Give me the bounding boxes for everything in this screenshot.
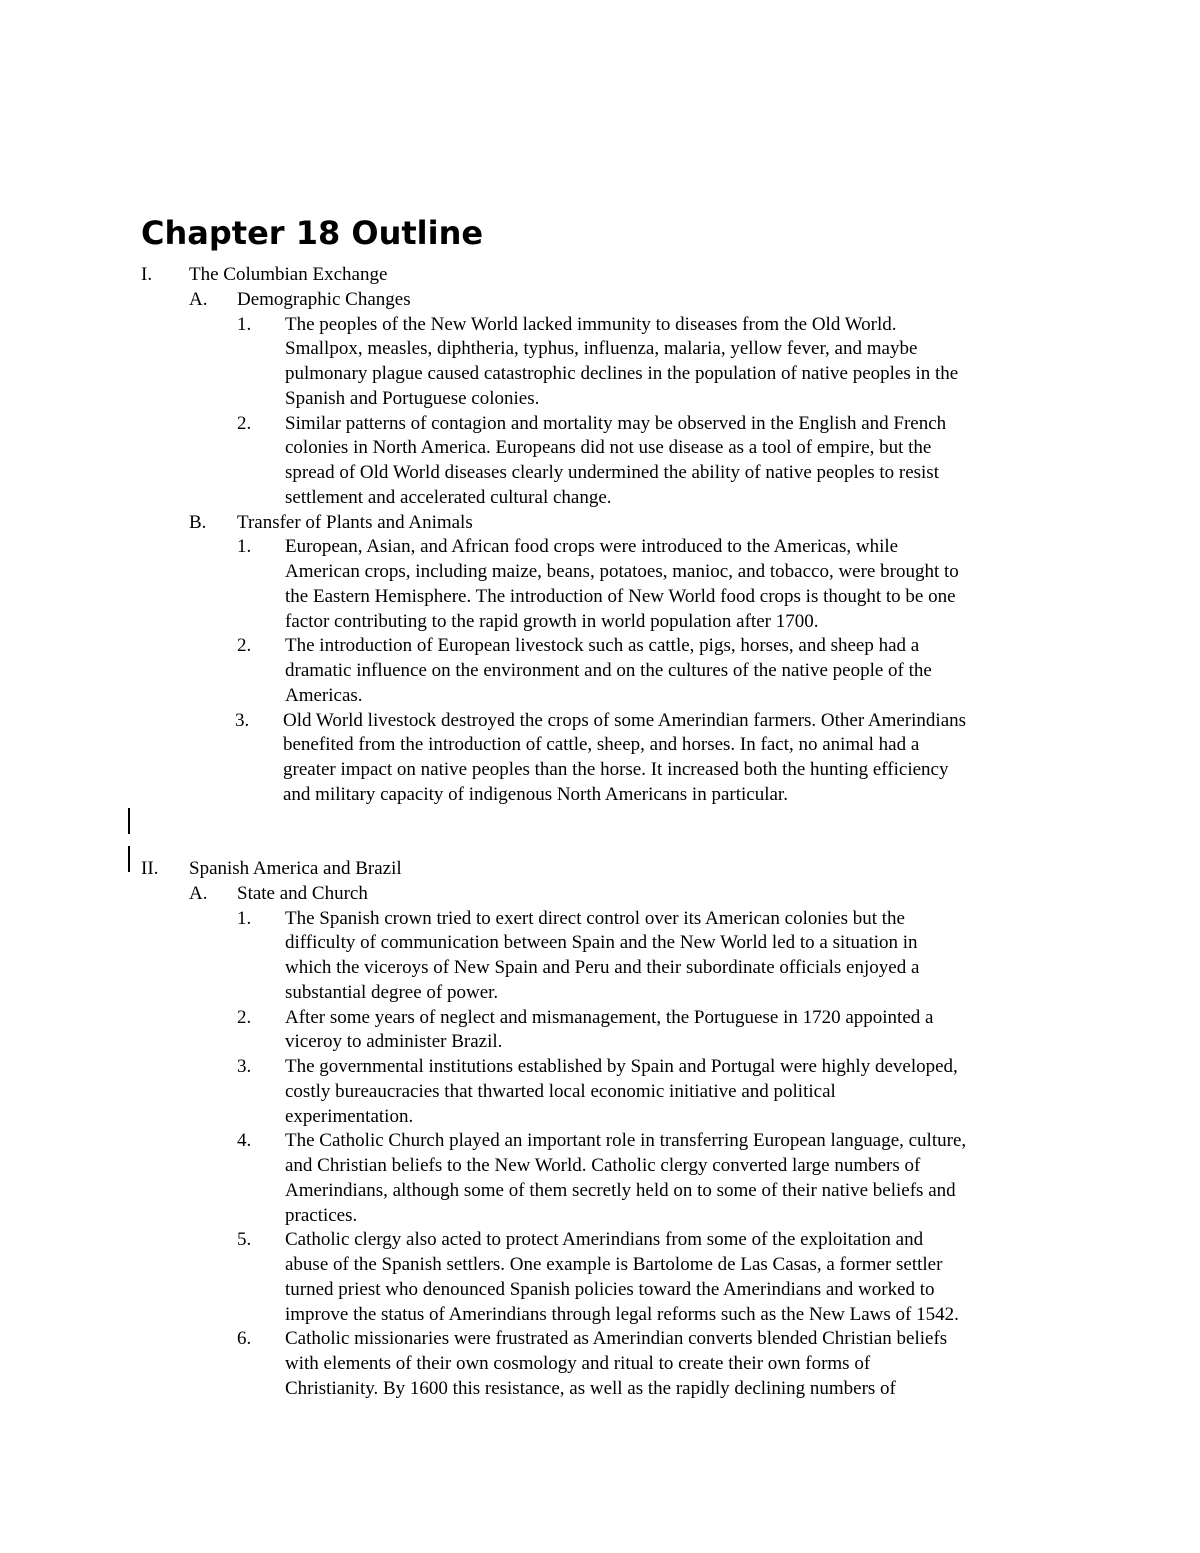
item-text <box>285 1228 1085 1327</box>
item-text <box>285 1006 1085 1056</box>
item-line: spread of Old World diseases clearly undermined the ability of native peoples to resist <box>285 462 939 483</box>
item-marker: 2. <box>237 635 252 657</box>
item-line: European, Asian, and African food crops were introduced to the Americas, while <box>285 536 899 558</box>
item-text <box>285 535 1085 634</box>
item-line: The Catholic Church played an important role in transferring European language, culture, <box>285 1130 967 1152</box>
outline-section <box>0 857 1200 882</box>
item-line: American crops, including maize, beans, potatoes, manioc, and tobacco, were brought to <box>285 561 959 582</box>
outline-subsection <box>0 882 1200 907</box>
item-line: After some years of neglect and mismanagement, the Portuguese in 1720 appointed a <box>285 1006 934 1028</box>
item-line: turned priest who denounced Spanish policies toward the Amerindians and worked to <box>285 1278 935 1300</box>
outline-item <box>0 634 1200 708</box>
item-line: experimentation. <box>285 1105 414 1127</box>
outline-item <box>0 313 1200 412</box>
outline <box>0 263 1200 1402</box>
item-line: and military capacity of indigenous North Americans in particular. <box>283 783 788 805</box>
item-line: Similar patterns of contagion and mortality may be observed in the English and French <box>285 412 947 434</box>
blank-paragraph <box>0 808 1200 858</box>
section-marker: II. <box>141 858 159 879</box>
item-line: which the viceroys of New Spain and Peru and their subordinate officials enjoyed a <box>285 957 920 978</box>
item-line: substantial degree of power. <box>285 981 499 1003</box>
item-marker: 6. <box>237 1328 252 1350</box>
item-marker: 1. <box>237 536 252 558</box>
item-marker: 1. <box>237 313 252 335</box>
item-marker: 3. <box>237 1056 252 1077</box>
item-line: The Spanish crown tried to exert direct control over its American colonies but the <box>285 907 905 929</box>
section-heading: The Columbian Exchange <box>189 264 388 285</box>
section-marker: I. <box>141 264 153 285</box>
outline-item <box>0 1055 1200 1129</box>
item-text <box>285 634 1085 708</box>
item-line: colonies in North America. Europeans did not use disease as a tool of empire, but the <box>285 437 932 459</box>
item-line: practices. <box>285 1204 358 1226</box>
outline-item <box>0 1129 1200 1228</box>
subsection-marker: A. <box>189 882 208 904</box>
item-marker: 2. <box>237 1006 252 1028</box>
item-line: and Christian beliefs to the New World. Catholic clergy converted large numbers of <box>285 1155 921 1176</box>
item-line: viceroy to administer Brazil. <box>285 1031 503 1053</box>
item-line: The peoples of the New World lacked immunity to diseases from the Old World. <box>285 313 897 335</box>
item-line: Spanish and Portuguese colonies. <box>285 387 540 409</box>
item-text <box>285 907 1085 1006</box>
item-line: factor contributing to the rapid growth in world population after 1700. <box>285 610 819 632</box>
item-line: difficulty of communication between Spain and the New World led to a situation in <box>285 932 918 954</box>
item-text <box>285 412 1085 511</box>
item-line: pulmonary plague caused catastrophic declines in the population of native peoples in the <box>285 363 959 384</box>
item-line: The governmental institutions established by Spain and Portugal were highly developed, <box>285 1056 958 1077</box>
item-text <box>283 709 1083 808</box>
item-text <box>285 1055 1085 1129</box>
item-line: improve the status of Amerindians through legal reforms such as the New Laws of 1542. <box>285 1303 959 1325</box>
item-line: The introduction of European livestock such as cattle, pigs, horses, and sheep had a <box>285 635 920 657</box>
outline-subsection <box>0 511 1200 536</box>
item-marker: 5. <box>237 1229 252 1251</box>
outline-item <box>0 412 1200 511</box>
subsection-heading: Transfer of Plants and Animals <box>237 511 473 533</box>
outline-item <box>0 709 1200 808</box>
item-line: greater impact on native peoples than the horse. It increased both the hunting efficiency <box>283 759 949 780</box>
item-line: Christianity. By 1600 this resistance, as well as the rapidly declining numbers of <box>285 1377 896 1399</box>
outline-subsection <box>0 288 1200 313</box>
subsection-heading: State and Church <box>237 882 368 904</box>
outline-item <box>0 1327 1200 1401</box>
item-marker: 1. <box>237 907 252 929</box>
item-line: Catholic missionaries were frustrated as Amerindian converts blended Christian beliefs <box>285 1328 948 1350</box>
outline-section <box>0 263 1200 288</box>
item-line: Catholic clergy also acted to protect Amerindians from some of the exploitation and <box>285 1229 924 1251</box>
item-line: dramatic influence on the environment and on the cultures of the native people of the <box>285 660 932 681</box>
item-line: Smallpox, measles, diphtheria, typhus, influenza, malaria, yellow fever, and maybe <box>285 338 918 360</box>
item-line: Amerindians, although some of them secretly held on to some of their native beliefs and <box>285 1179 956 1201</box>
item-line: benefited from the introduction of cattle, sheep, and horses. In fact, no animal had a <box>283 734 920 756</box>
subsection-marker: B. <box>189 511 207 533</box>
item-marker: 3. <box>235 709 250 731</box>
outline-item <box>0 535 1200 634</box>
item-line: abuse of the Spanish settlers. One example is Bartolome de Las Casas, a former settler <box>285 1254 943 1275</box>
outline-item <box>0 907 1200 1006</box>
item-line: Old World livestock destroyed the crops of some Amerindian farmers. Other Amerindians <box>283 709 967 731</box>
item-text <box>285 313 1085 412</box>
outline-item <box>0 1228 1200 1327</box>
item-line: Americas. <box>285 684 363 706</box>
item-marker: 2. <box>237 412 252 434</box>
item-text <box>285 1129 1085 1228</box>
subsection-heading: Demographic Changes <box>237 288 411 310</box>
subsection-marker: A. <box>189 288 208 310</box>
item-line: settlement and accelerated cultural change. <box>285 486 612 508</box>
outline-item <box>0 1006 1200 1056</box>
item-line: with elements of their own cosmology and ritual to create their own forms of <box>285 1353 871 1374</box>
page-title: Chapter 18 Outline <box>141 214 484 252</box>
item-line: the Eastern Hemisphere. The introduction of New World food crops is thought to be one <box>285 585 956 607</box>
section-heading: Spanish America and Brazil <box>189 858 402 879</box>
item-marker: 4. <box>237 1130 252 1152</box>
item-line: costly bureaucracies that thwarted local economic initiative and political <box>285 1080 836 1102</box>
item-text <box>285 1327 1085 1401</box>
